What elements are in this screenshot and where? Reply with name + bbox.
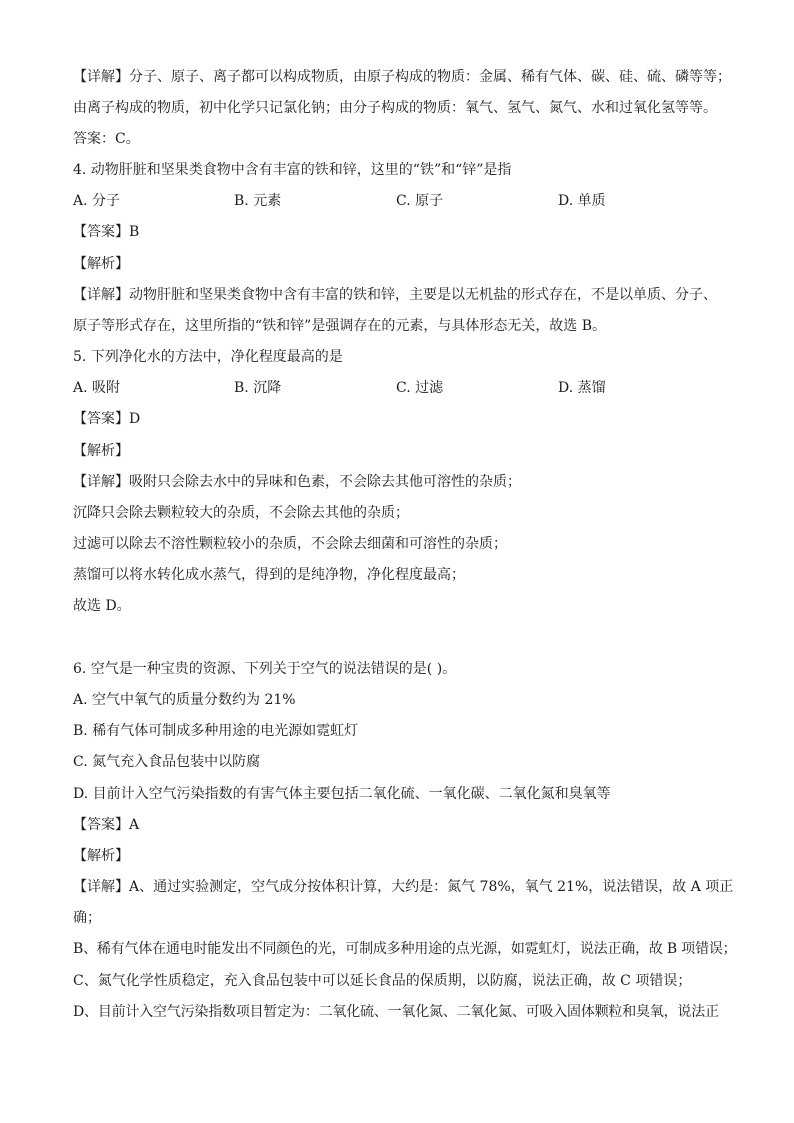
q6-detail-line-2: 确； [73,910,101,926]
q5-answer: 【答案】D [73,411,141,427]
q5-option-b: B. 沉降 [234,380,282,396]
q6-detail-line-3: B、稀有气体在通电时能发出不同颜色的光，可制成多种用途的点光源，如霓虹灯，说法正确，故 B 项错误； [73,941,737,957]
q5-stem: 5. 下列净化水的方法中，净化程度最高的是 [73,349,343,365]
q5-option-d: D. 蒸馏 [558,380,606,396]
q5-detail-line-2: 沉降只会除去颗粒较大的杂质，不会除去其他的杂质； [73,505,409,521]
q5-detail-line-4: 蒸馏可以将水转化成水蒸气，得到的是纯净物，净化程度最高； [73,567,465,583]
q6-answer: 【答案】A [73,817,140,833]
q5-option-a: A. 吸附 [73,380,121,396]
q6-option-b: B. 稀有气体可制成多种用途的电光源如霓虹灯 [73,723,359,739]
q5-detail-line-1: 【详解】吸附只会除去水中的异味和色素，不会除去其他可溶性的杂质； [73,474,521,490]
q4-option-d: D. 单质 [558,193,606,209]
q5-detail-line-5: 故选 D。 [73,598,131,614]
q3-detail-line-2: 由离子构成的物质，初中化学只记氯化钠；由分子构成的物质：氧气、氢气、氮气、水和过氧化氢等等。 [73,100,717,116]
q6-option-a: A. 空气中氧气的质量分数约为 21% [73,692,296,708]
q3-answer: 答案：C。 [73,131,140,147]
q4-option-b: B. 元素 [234,193,282,209]
q4-detail-line-1: 【详解】动物肝脏和坚果类食物中含有丰富的铁和锌，主要是以无机盐的形式存在，不是以单质、分子、 [73,287,717,303]
q4-analysis-heading: 【解析】 [73,256,129,272]
q4-options [0,189,794,213]
q4-option-a: A. 分子 [73,193,121,209]
q6-detail-line-1: 【详解】A、通过实验测定，空气成分按体积计算，大约是：氮气 78%，氧气 21%，说法错误，故 A 项正 [73,879,734,895]
q5-detail-line-3: 过滤可以除去不溶性颗粒较小的杂质，不会除去细菌和可溶性的杂质； [73,536,507,552]
q6-option-c: C. 氮气充入食品包装中以防腐 [73,754,261,770]
q3-detail-line-1: 【详解】分子、原子、离子都可以构成物质，由原子构成的物质：金属、稀有气体、碳、硅、硫、磷等等； [73,69,731,85]
q5-option-c: C. 过滤 [396,380,444,396]
q5-options [0,376,794,400]
q4-stem: 4. 动物肝脏和坚果类食物中含有丰富的铁和锌，这里的“铁”和“锌”是指 [73,162,512,178]
q6-stem: 6. 空气是一种宝贵的资源、下列关于空气的说法错误的是( )。 [73,661,457,677]
q5-analysis-heading: 【解析】 [73,443,129,459]
q6-option-d: D. 目前计入空气污染指数的有害气体主要包括二氧化硫、一氧化碳、二氧化氮和臭氧等 [73,786,611,802]
q6-detail-line-4: C、氮气化学性质稳定，充入食品包装中可以延长食品的保质期，以防腐，说法正确，故 C 项错误； [73,973,692,989]
q6-analysis-heading: 【解析】 [73,848,129,864]
q4-answer: 【答案】B [73,224,140,240]
q4-detail-line-2: 原子等形式存在，这里所指的“铁和锌”是强调存在的元素，与具体形态无关，故选 B。 [73,318,607,334]
q4-option-c: C. 原子 [396,193,444,209]
q6-detail-line-5: D、目前计入空气污染指数项目暂定为：二氧化硫、一氧化氮、二氧化氮、可吸入固体颗粒和臭氧，说法正 [73,1004,719,1020]
